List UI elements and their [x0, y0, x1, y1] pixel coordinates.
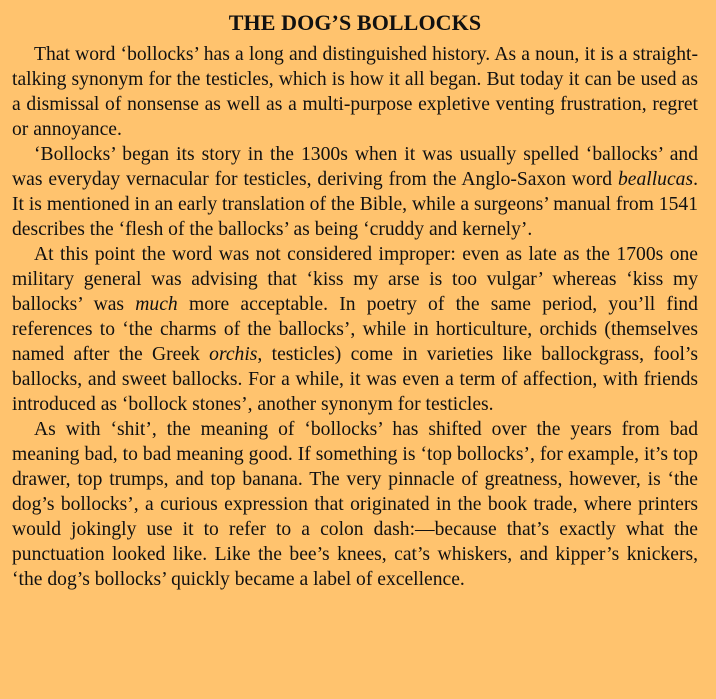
text-run: , testicles) come in varieties like ballockgrass, fool’s ballocks, and sweet ballocks. For a while, it was even a term of affection, with friends introduced as ‘bollock stones’, another synonym for testicles. [12, 344, 699, 415]
text-run: . It is mentioned in an early translation of the Bible, while a surgeons’ manual from 1541 describes the ‘flesh of the ballocks’ as being ‘cruddy and kernely’. [12, 169, 698, 240]
text-run: At this point the word was not considered improper: even as late as the 1700s one military general was advising that ‘kiss my arse is too vulgar’ whereas ‘kiss my ballocks’ was [12, 244, 698, 315]
text-run: ‘Bollocks’ began its story in the 1300s when it was usually spelled ‘ballocks’ and was everyday vernacular for testicles, deriving from the Anglo-Saxon word [12, 144, 698, 190]
text-run: That word ‘bollocks’ has a long and distinguished history. As a noun, it is a straight-talking synonym for the testicles, which is how it all began. But today it can be used as a dismissal of nonsense as well as a multi-purpose expletive venting frustration, regret or annoyance. [12, 44, 698, 140]
italic-word-much: much [135, 294, 178, 315]
paragraph-1 [12, 42, 698, 142]
text-run: As with ‘shit’, the meaning of ‘bollocks’ has shifted over the years from bad meaning bad, to bad meaning good. If something is ‘top bollocks’, for example, it’s top drawer, top trumps, and top banana. The very pinnacle of greatness, however, is ‘the dog’s bollocks’, a curious expression that originated in the book trade, where printers would jokingly use it to refer to a colon dash:—because that’s exactly what the punctuation looked like. Like the bee’s knees, cat’s whiskers, and kipper’s knickers, ‘the dog’s bollocks’ quickly became a label of excellence. [12, 419, 698, 590]
paragraph-3 [12, 242, 698, 417]
text-run: more acceptable. In poetry of the same period, you’ll find references to ‘the charms of the ballocks’, while in horticulture, orchids (themselves named after the Greek [12, 294, 698, 365]
italic-term-beallucas: beallucas [618, 169, 694, 190]
page-title: THE DOG’S BOLLOCKS [228, 10, 482, 35]
italic-term-orchis: orchis [209, 344, 258, 365]
paragraph-2 [12, 142, 698, 242]
paragraph-4 [12, 417, 698, 592]
article-body [12, 42, 698, 592]
